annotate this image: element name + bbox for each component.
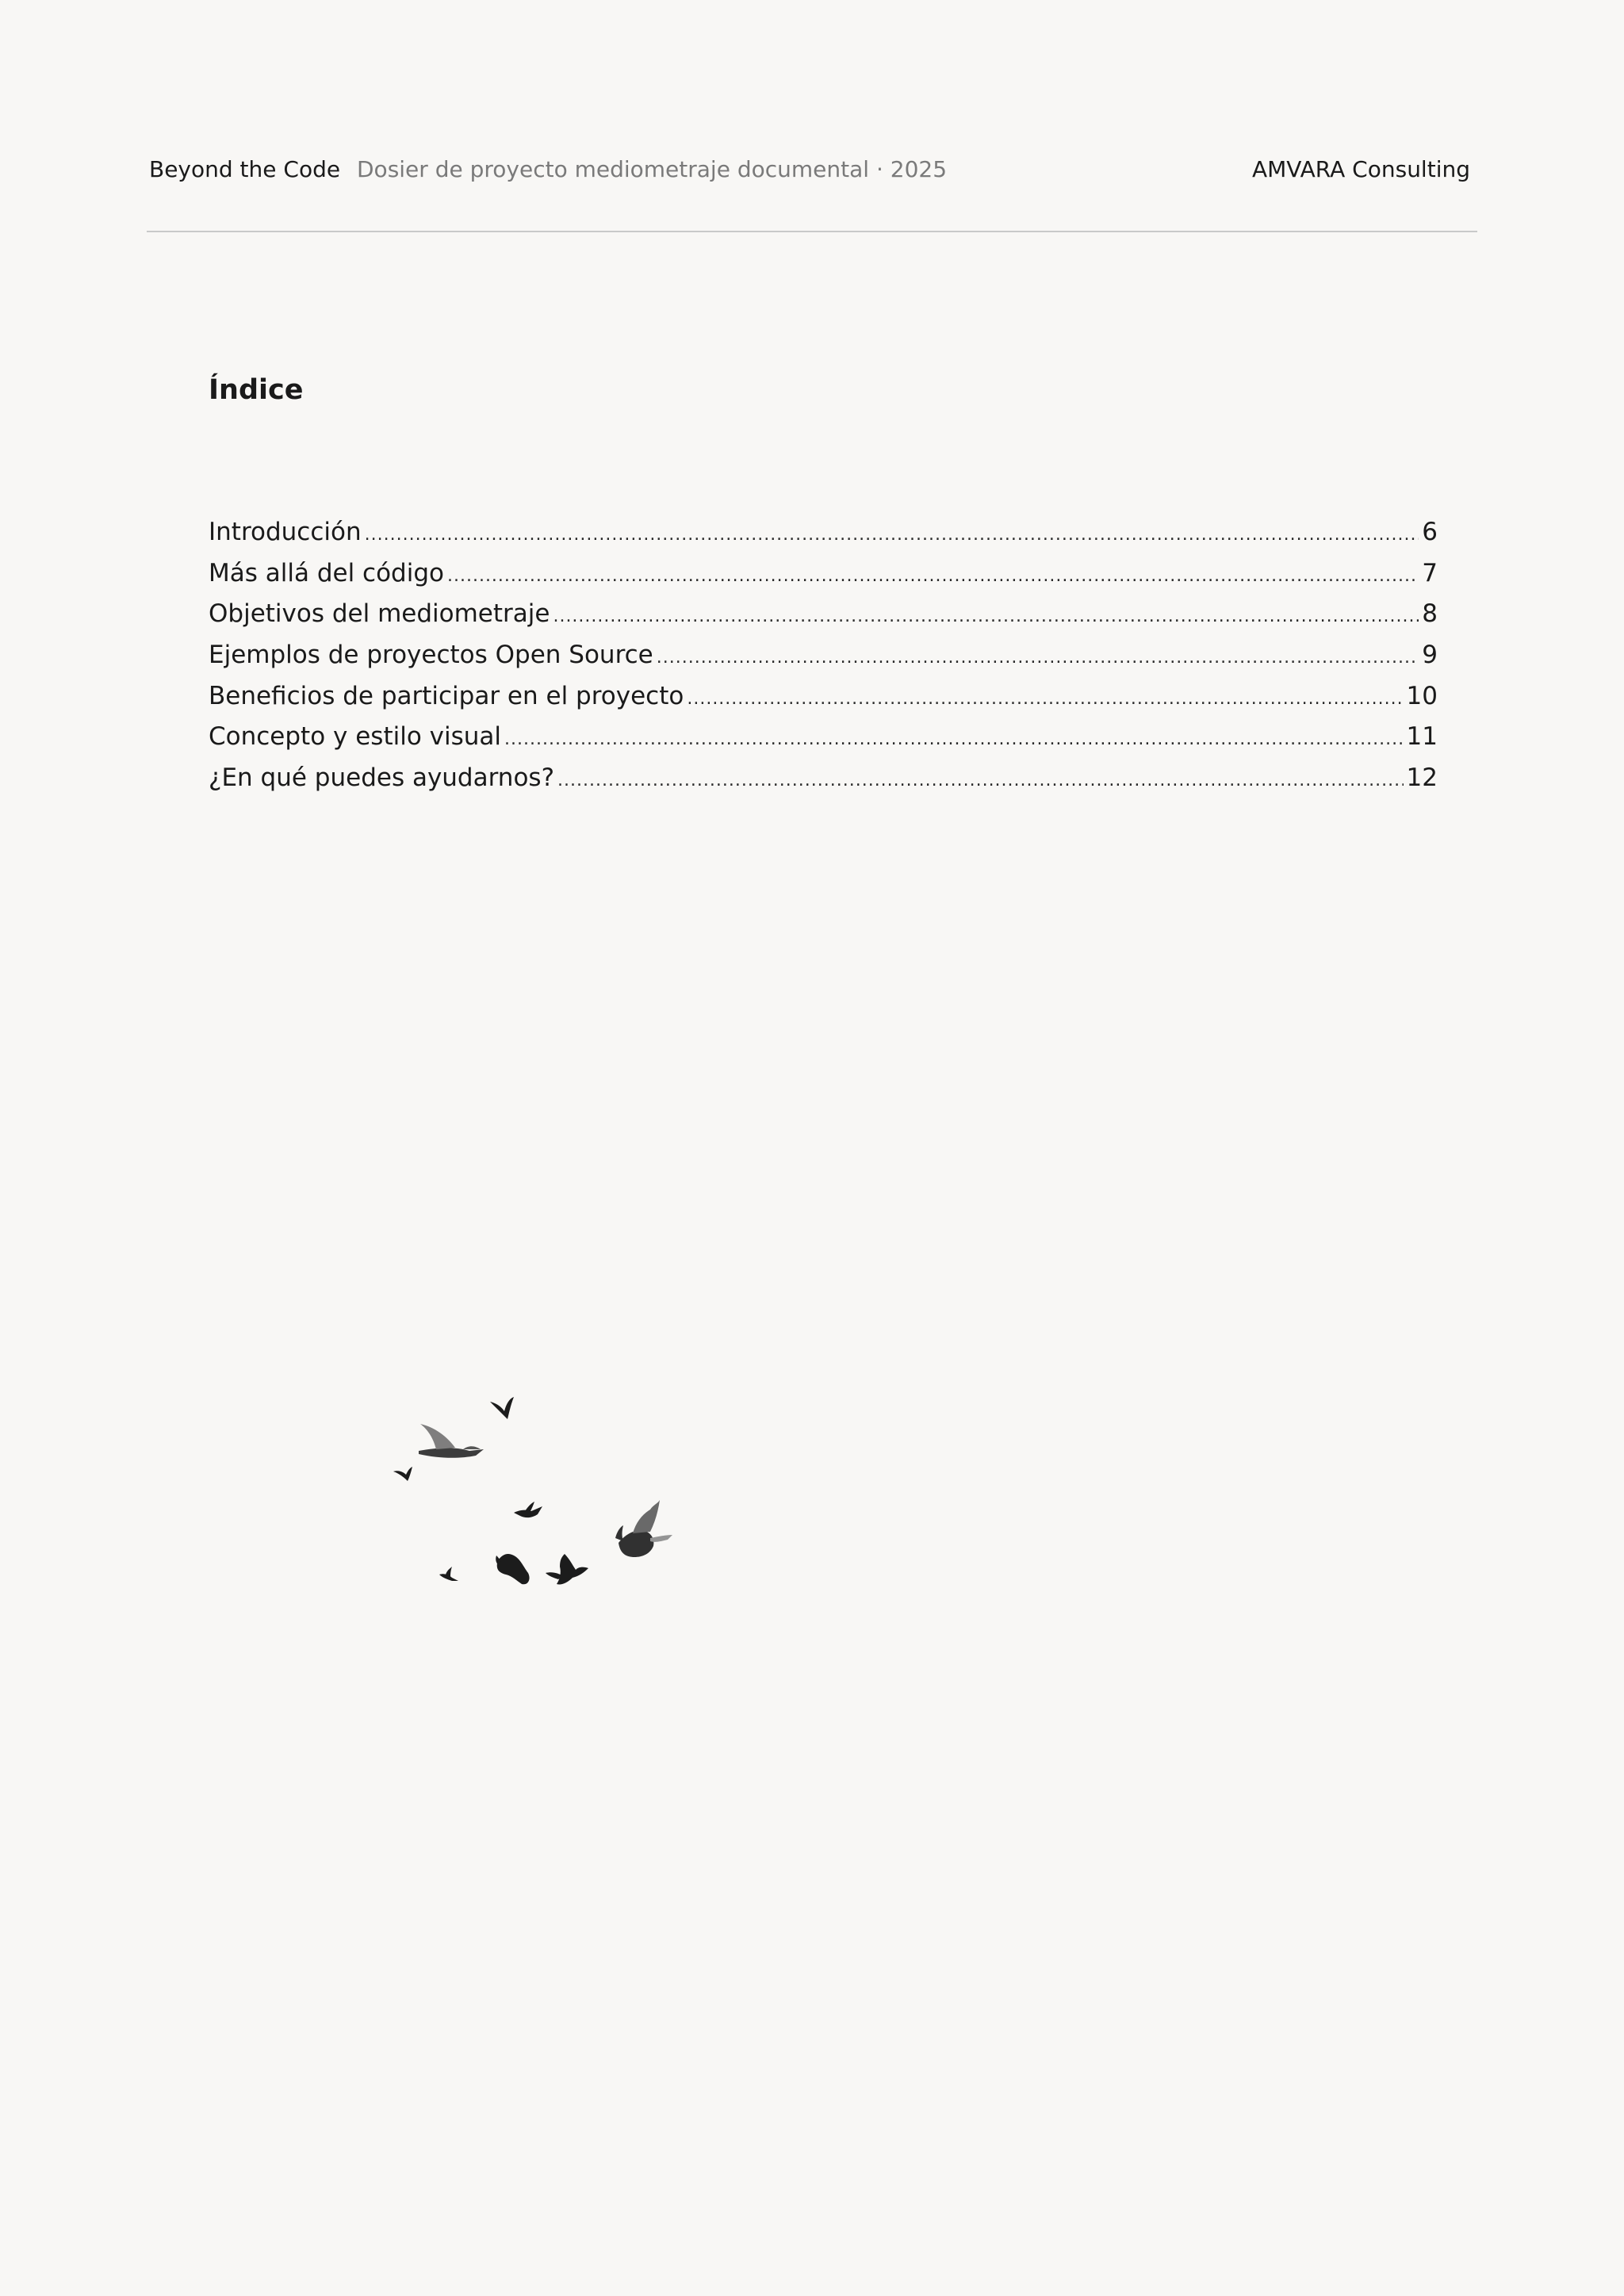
toc-entry-page: 11 bbox=[1406, 722, 1438, 752]
toc-entry-label: ¿En qué puedes ayudarnos? bbox=[209, 763, 555, 793]
company-name: AMVARA Consulting bbox=[1251, 156, 1470, 182]
document-title: Beyond the Code bbox=[149, 156, 341, 182]
toc-entry-label: Objetivos del mediometraje bbox=[209, 599, 550, 629]
toc-entry-page: 12 bbox=[1406, 763, 1438, 793]
toc-dot-leader bbox=[365, 515, 1419, 556]
toc-dot-leader bbox=[657, 637, 1419, 679]
bird-icon bbox=[393, 1467, 412, 1481]
toc-entry-mas-alla-del-codigo[interactable] bbox=[209, 553, 1438, 595]
toc-entry-ayudarnos[interactable] bbox=[209, 758, 1438, 799]
toc-entry-label: Beneficios de participar en el proyecto bbox=[209, 681, 684, 710]
toc-dot-leader bbox=[557, 760, 1404, 802]
bird-icon bbox=[514, 1502, 542, 1517]
toc-dot-leader bbox=[553, 596, 1419, 637]
toc-entry-page: 7 bbox=[1422, 558, 1438, 587]
toc-entry-objetivos[interactable] bbox=[209, 594, 1438, 635]
toc-entry-page: 8 bbox=[1422, 599, 1438, 629]
toc-entry-ejemplos[interactable] bbox=[209, 635, 1438, 676]
toc-entry-label: Concepto y estilo visual bbox=[209, 722, 502, 752]
toc-entry-beneficios[interactable] bbox=[209, 676, 1438, 718]
header-divider bbox=[147, 231, 1477, 232]
bird-icon bbox=[615, 1500, 672, 1557]
document-subtitle: Dosier de proyecto mediometraje documental · 2025 bbox=[357, 156, 948, 182]
bird-icon bbox=[496, 1554, 529, 1584]
bird-icon bbox=[419, 1424, 484, 1458]
flock-of-birds-illustration bbox=[381, 1380, 714, 1617]
page-header bbox=[149, 152, 1470, 187]
toc-dot-leader bbox=[447, 556, 1419, 597]
toc-entry-label: Introducción bbox=[209, 518, 362, 546]
toc-entry-concepto[interactable] bbox=[209, 717, 1438, 758]
table-of-contents bbox=[209, 512, 1438, 799]
bird-icon bbox=[439, 1567, 458, 1581]
bird-icon bbox=[546, 1554, 588, 1585]
toc-entry-page: 9 bbox=[1422, 641, 1438, 670]
toc-dot-leader bbox=[504, 719, 1404, 760]
toc-entry-label: Ejemplos de proyectos Open Source bbox=[209, 641, 653, 670]
toc-entry-page: 10 bbox=[1406, 681, 1438, 710]
toc-entry-label: Más allá del código bbox=[209, 558, 444, 587]
toc-entry-page: 6 bbox=[1422, 518, 1438, 546]
bird-icon bbox=[490, 1397, 514, 1419]
toc-dot-leader bbox=[687, 679, 1403, 720]
toc-heading: Índice bbox=[209, 374, 304, 406]
toc-entry-introduccion[interactable] bbox=[209, 512, 1438, 553]
